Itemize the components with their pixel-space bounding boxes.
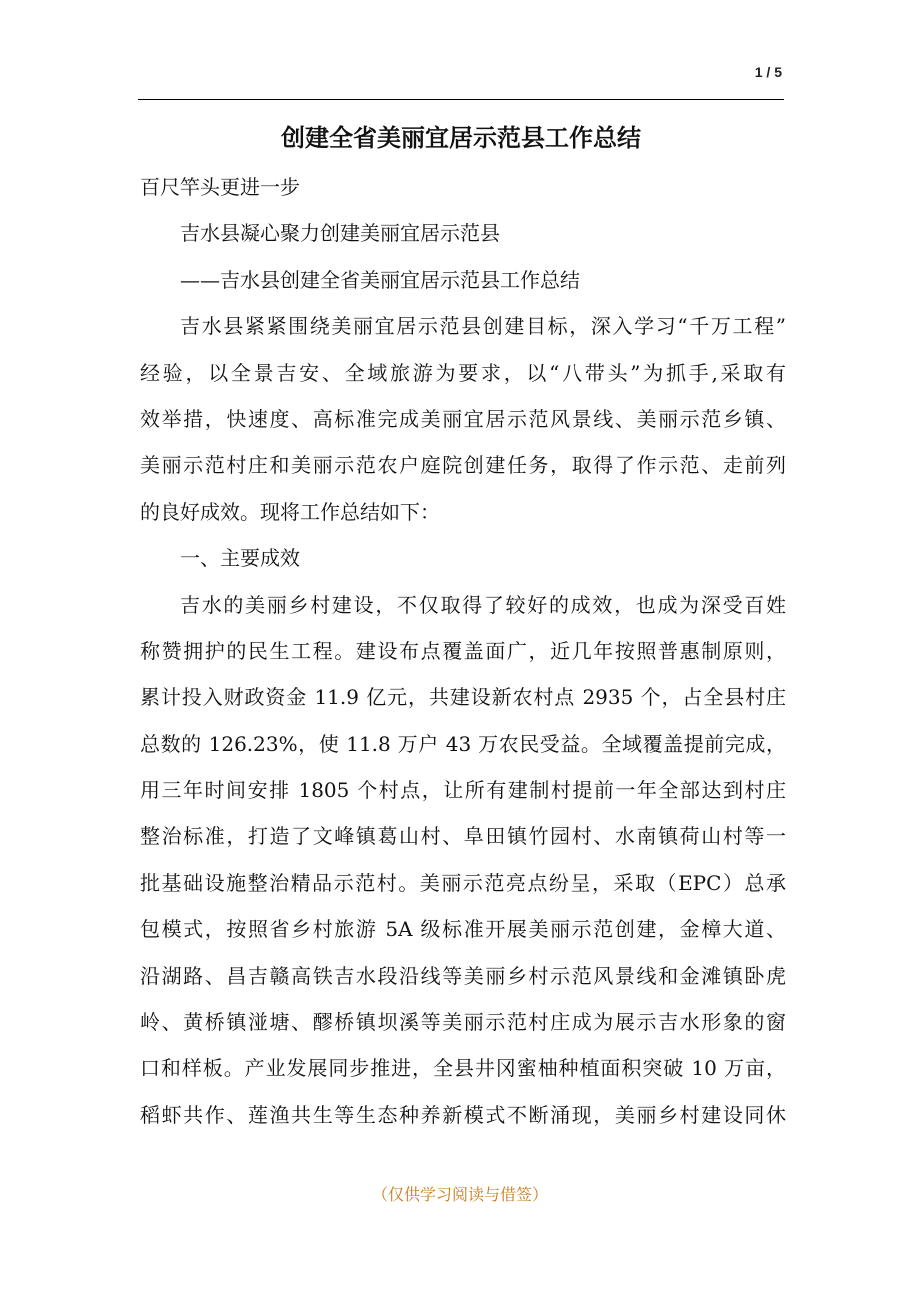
body-line: 的良好成效。现将工作总结如下：: [140, 499, 440, 524]
body-line: 批基础设施整治精品示范村。美丽示范亮点纷呈，采取（EPC）总承: [140, 870, 786, 895]
body-line: 用三年时间安排 1805 个村点，让所有建制村提前一年全部达到村庄: [140, 778, 786, 803]
body-line: 包模式，按照省乡村旅游 5A 级标准开展美丽示范创建，金樟大道、: [140, 917, 786, 942]
body-line: 累计投入财政资金 11.9 亿元，共建设新农村点 2935 个，占全县村庄: [140, 685, 786, 710]
body-line: 吉水的美丽乡村建设，不仅取得了较好的成效，也成为深受百姓: [180, 592, 786, 617]
document-title: 创建全省美丽宜居示范县工作总结: [281, 124, 641, 152]
header-rule: [138, 99, 784, 100]
body-line: 吉水县紧紧围绕美丽宜居示范县创建目标，深入学习“千万工程”: [180, 314, 786, 339]
body-line: 经验，以全景吉安、全域旅游为要求，以“八带头”为抓手,采取有: [140, 360, 786, 385]
body-line: 总数的 126.23%，使 11.8 万户 43 万农民受益。全域覆盖提前完成，: [140, 731, 786, 756]
body-line: 岭、黄桥镇湴塘、醪桥镇坝溪等美丽示范村庄成为展示吉水形象的窗: [140, 1010, 786, 1035]
body-line: 效举措，快速度、高标准完成美丽宜居示范风景线、美丽示范乡镇、: [140, 406, 786, 431]
footer-note: （仅供学习阅读与借签）: [371, 1185, 548, 1204]
body-line: 吉水县凝心聚力创建美丽宜居示范县: [180, 221, 500, 246]
body-line: 稻虾共作、莲渔共生等生态种养新模式不断涌现，美丽乡村建设同休: [140, 1102, 786, 1127]
page-number: 1 / 5: [754, 64, 782, 80]
document-body: [140, 164, 790, 1138]
body-line: 百尺竿头更进一步: [140, 175, 300, 199]
section-heading: 一、主要成效: [180, 546, 300, 571]
body-line: 美丽示范村庄和美丽示范农户庭院创建任务，取得了作示范、走前列: [140, 453, 786, 478]
body-line: 沿湖路、昌吉赣高铁吉水段沿线等美丽乡村示范风景线和金滩镇卧虎: [140, 963, 786, 988]
body-line: 整治标准，打造了文峰镇葛山村、阜田镇竹园村、水南镇荷山村等一: [140, 824, 786, 849]
body-line: 称赞拥护的民生工程。建设布点覆盖面广，近几年按照普惠制原则，: [140, 638, 786, 663]
body-line: ——吉水县创建全省美丽宜居示范县工作总结: [180, 267, 580, 292]
body-line: 口和样板。产业发展同步推进，全县井冈蜜柚种植面积突破 10 万亩，: [140, 1056, 786, 1081]
